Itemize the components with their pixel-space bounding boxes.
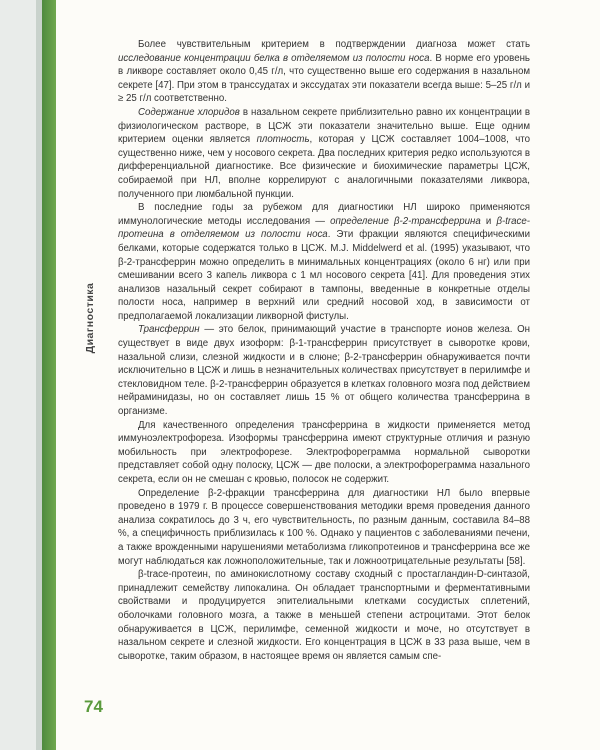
paragraph-immunological-methods: В последние годы за рубежом для диагностики НЛ широко применяются иммунологические методы исследования — определение β-2-трансферрина и β-trace-протеина в отделяемом из полости носа. Эти фракции являются специфическими белками, которые содержатся только в ЦСЖ. M.J. Middelwerd et al. (1995) указывают, что β-2-трансферрин можно определить в минимальных концентрациях (около 6 нг) или при смешивании всего 3 капель ликвора с 1 мл носового секрета [41]. Для проведения этих анализов назальный секрет собирают в тампоны, введенные в конкретные отделы полости носа, например в верхний или средний носовой ход, в зависимости от предполагаемой локализации ликворной фистулы. [118, 202, 531, 322]
page-number: 74 [84, 697, 103, 716]
chapter-color-bar [42, 0, 56, 750]
page-edge [0, 0, 42, 750]
paragraph-protein-concentration: Более чувствительным критерием в подтверждении диагноза может стать исследование концентрации белка в отделяемом из полости носа. В норме его уровень в ликворе составляет около 0,45 г/л, что существенно выше его содержания в назальном секрете [47]. При этом в транссудатах и экссудатах эти показатели всегда выше: 5–25 г/л и ≥ 25 г/л соответственно. [118, 39, 530, 105]
running-section-title: Диагностика [84, 282, 96, 354]
paragraph-beta2-history: Определение β-2-фракции трансферрина для диагностики НЛ было впервые проведено в 1979 г. В процессе совершенствования методики время проведения данного анализа сократилось до 3 ч, его чувствительность, по разным данным, составила 84–88 %, а специфичность приблизилась к 100 %. Однако у пациентов с заболеваниями печени, а также врожденными нарушениями метаболизма гликопротеинов и трансферрина все же могут наблюдаться как ложноположительные, так и ложноотрицательные результаты [58]. [118, 487, 530, 567]
paragraph-beta-trace-protein: β-trace-протеин, по аминокислотному составу сходный с простагландин-D-синтазой, принадлежит семейству липокалина. Он обладает транспортными и ферментативными свойствами и продуцируется эпителиальными клетками сосудистых сплетений, оболочками головного мозга, а также в меньшей степени астроцитами. Этот белок обнаруживается в ЦСЖ, перилимфе, семенной жидкости и моче, но отсутствует в назальном секрете и слезной жидкости. Его концентрация в ЦСЖ в 33 раза выше, чем в сыворотке, таким образом, в настоящее время он является самым спе- [118, 569, 530, 662]
body-text [118, 38, 530, 663]
paragraph-transferrin: Трансферрин — это белок, принимающий участие в транспорте ионов железа. Он существует в виде двух изоформ: β-1-трансферрин присутствует в сыворотке крови, назальной слизи, слезной жидкости и в слюне; β-2-трансферрин обнаруживается почти исключительно в ЦСЖ и лишь в незначительных количествах присутствует в перилимфе и стекловидном теле. β-2-трансферрин образуется в клетках головного мозга под действием нейраминидазы, но он составляет лишь 15 % от общего количества трансферрина в организме. [118, 324, 530, 418]
paragraph-chlorides-density: Содержание хлоридов в назальном секрете приблизительно равно их концентрации в физиологическом растворе, в ЦСЖ эти показатели значительно выше. Еще одним критерием оценки является плотность, которая у ЦСЖ составляет 1004–1008, что существенно ниже, чем у носового секрета. Два последних критерия редко используются в дифференциальной диагностике. Все физические и биохимические параметры ЦСЖ, собираемой при НЛ, вполне коррелируют с аналогичными показателями ликвора, полученного при люмбальной пункции. [118, 106, 531, 200]
paragraph-immunoelectrophoresis: Для качественного определения трансферрина в жидкости применяется метод иммуноэлектрофореза. Изоформы трансферрина имеют структурные отличия и разную мобильность при электрофорезе. Электрофореграмма нормальной сыворотки представляет собой одну полоску, ЦСЖ — две полоски, а электрофореграмма назального секрета, если он не смешан с кровью, полосок не содержит. [118, 419, 530, 485]
